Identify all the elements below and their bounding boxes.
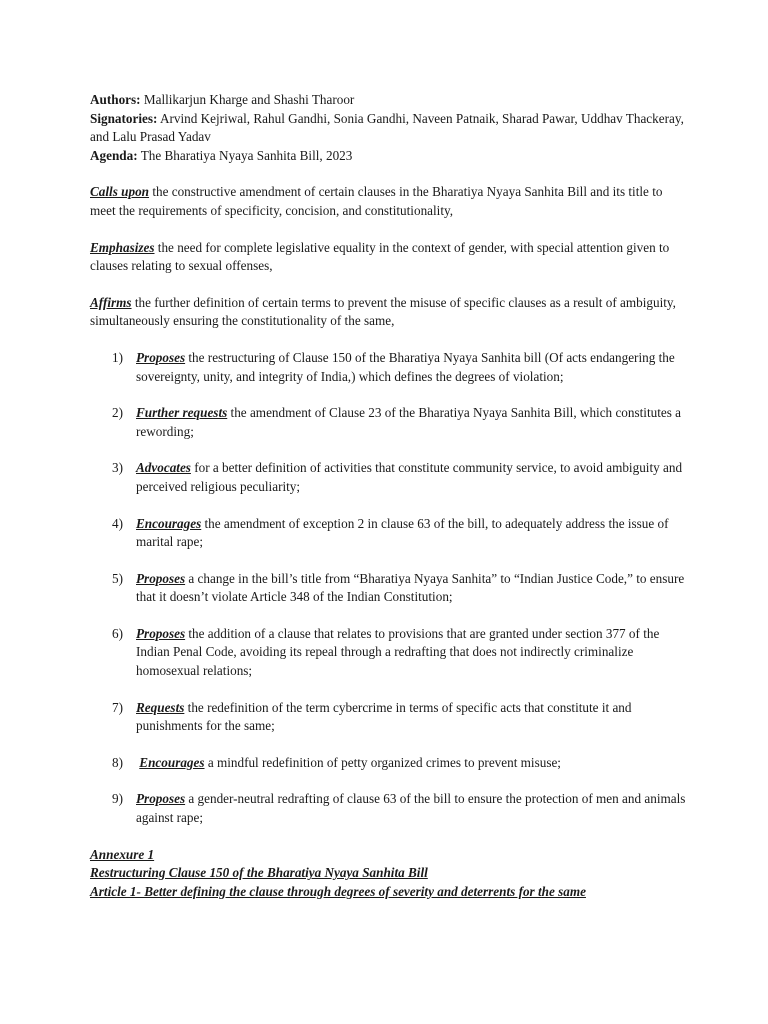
clause-text: for a better definition of activities that constitute community service, to avoid ambiguity and perceived religious peculiarity; bbox=[136, 460, 683, 494]
clause-6 bbox=[90, 625, 690, 681]
clause-2 bbox=[90, 404, 690, 441]
clause-keyword: Encourages bbox=[136, 515, 202, 531]
agenda-label: Agenda: bbox=[90, 147, 138, 163]
clause-number: 6) bbox=[112, 625, 123, 641]
clause-number: 9) bbox=[112, 791, 123, 807]
clause-7 bbox=[90, 699, 690, 736]
clause-8 bbox=[90, 754, 690, 773]
clause-number: 7) bbox=[112, 699, 123, 715]
document-page bbox=[90, 91, 690, 901]
clause-number: 8) bbox=[112, 754, 123, 770]
clause-9 bbox=[90, 790, 690, 827]
preamble-keyword: Affirms bbox=[90, 294, 132, 310]
clause-1 bbox=[90, 349, 690, 386]
preamble-keyword: Calls upon bbox=[90, 184, 150, 200]
clause-text: a gender-neutral redrafting of clause 63 of the bill to ensure the protection of men and animals against rape; bbox=[136, 791, 686, 826]
clause-number: 2) bbox=[112, 405, 123, 421]
annexure-title: Annexure 1 bbox=[90, 846, 155, 862]
preamble-emphasizes bbox=[90, 239, 690, 276]
clause-text: a change in the bill’s title from “Bharatiya Nyaya Sanhita” to “Indian Justice Code,” to ensure that it doesn’t violate Article 348 of the Indian Constitution; bbox=[136, 570, 685, 605]
clause-text: the restructuring of Clause 150 of the Bharatiya Nyaya Sanhita bill (Of acts endangering the sovereignty, unity, and integrity of India,) which defines the degrees of violation; bbox=[136, 349, 675, 384]
clause-text: the addition of a clause that relates to provisions that are granted under section 377 of the Indian Penal Code, avoiding its repeal through a redrafting that does not indirectly criminalize homosexual relations; bbox=[136, 625, 660, 679]
annexure-article: Article 1- Better defining the clause through degrees of severity and deterrents for the same bbox=[90, 883, 586, 899]
signatories-label: Signatories: bbox=[90, 110, 158, 126]
preamble-text: the need for complete legislative equality in the context of gender, with special attention given to clauses relating to sexual offenses, bbox=[90, 239, 670, 274]
clause-keyword: Requests bbox=[136, 699, 185, 715]
clause-text: the redefinition of the term cybercrime in terms of specific acts that constitute it and punishments for the same; bbox=[136, 699, 632, 734]
clause-4 bbox=[90, 515, 690, 552]
signatories-line bbox=[90, 110, 690, 147]
clause-number: 5) bbox=[112, 570, 123, 586]
annexure-heading bbox=[90, 846, 690, 902]
preamble-keyword: Emphasizes bbox=[90, 239, 155, 255]
authors-line bbox=[90, 91, 690, 110]
clause-keyword: Proposes bbox=[136, 570, 186, 586]
authors-label: Authors: bbox=[90, 92, 141, 107]
clause-text: a mindful redefinition of petty organized crimes to prevent misuse; bbox=[204, 754, 561, 770]
operative-clauses-list bbox=[90, 349, 690, 828]
clause-keyword: Encourages bbox=[139, 754, 205, 770]
clause-3 bbox=[90, 459, 690, 496]
preamble-calls-upon bbox=[90, 183, 690, 220]
clause-5 bbox=[90, 570, 690, 607]
clause-keyword: Proposes bbox=[136, 349, 186, 365]
preamble-text: the constructive amendment of certain clauses in the Bharatiya Nyaya Sanhita Bill and its title to meet the requirements of specificity, concision, and constitutionality, bbox=[90, 184, 663, 218]
clause-number: 1) bbox=[112, 349, 123, 365]
clause-text: the amendment of exception 2 in clause 63 of the bill, to adequately address the issue of marital rape; bbox=[136, 515, 669, 550]
annexure-subtitle: Restructuring Clause 150 of the Bharatiya Nyaya Sanhita Bill bbox=[90, 865, 428, 881]
preamble-text: the further definition of certain terms to prevent the misuse of specific clauses as a result of ambiguity, simultaneously ensuring the constitutionality of the same, bbox=[90, 294, 676, 329]
preamble-affirms bbox=[90, 294, 690, 331]
clause-keyword: Advocates bbox=[136, 460, 191, 476]
clause-keyword: Proposes bbox=[136, 625, 186, 641]
signatories-value: Arvind Kejriwal, Rahul Gandhi, Sonia Gandhi, Naveen Patnaik, Sharad Pawar, Uddhav Thackeray, and Lalu Prasad Yadav bbox=[90, 110, 684, 145]
clause-keyword: Proposes bbox=[136, 791, 186, 807]
clause-keyword: Further requests bbox=[136, 405, 228, 421]
agenda-line bbox=[90, 147, 690, 166]
clause-number: 3) bbox=[112, 460, 123, 476]
authors-value: Mallikarjun Kharge and Shashi Tharoor bbox=[143, 92, 355, 107]
agenda-value: The Bharatiya Nyaya Sanhita Bill, 2023 bbox=[140, 147, 353, 163]
clause-text: the amendment of Clause 23 of the Bharatiya Nyaya Sanhita Bill, which constitutes a rewording; bbox=[136, 405, 682, 439]
clause-number: 4) bbox=[112, 515, 123, 531]
